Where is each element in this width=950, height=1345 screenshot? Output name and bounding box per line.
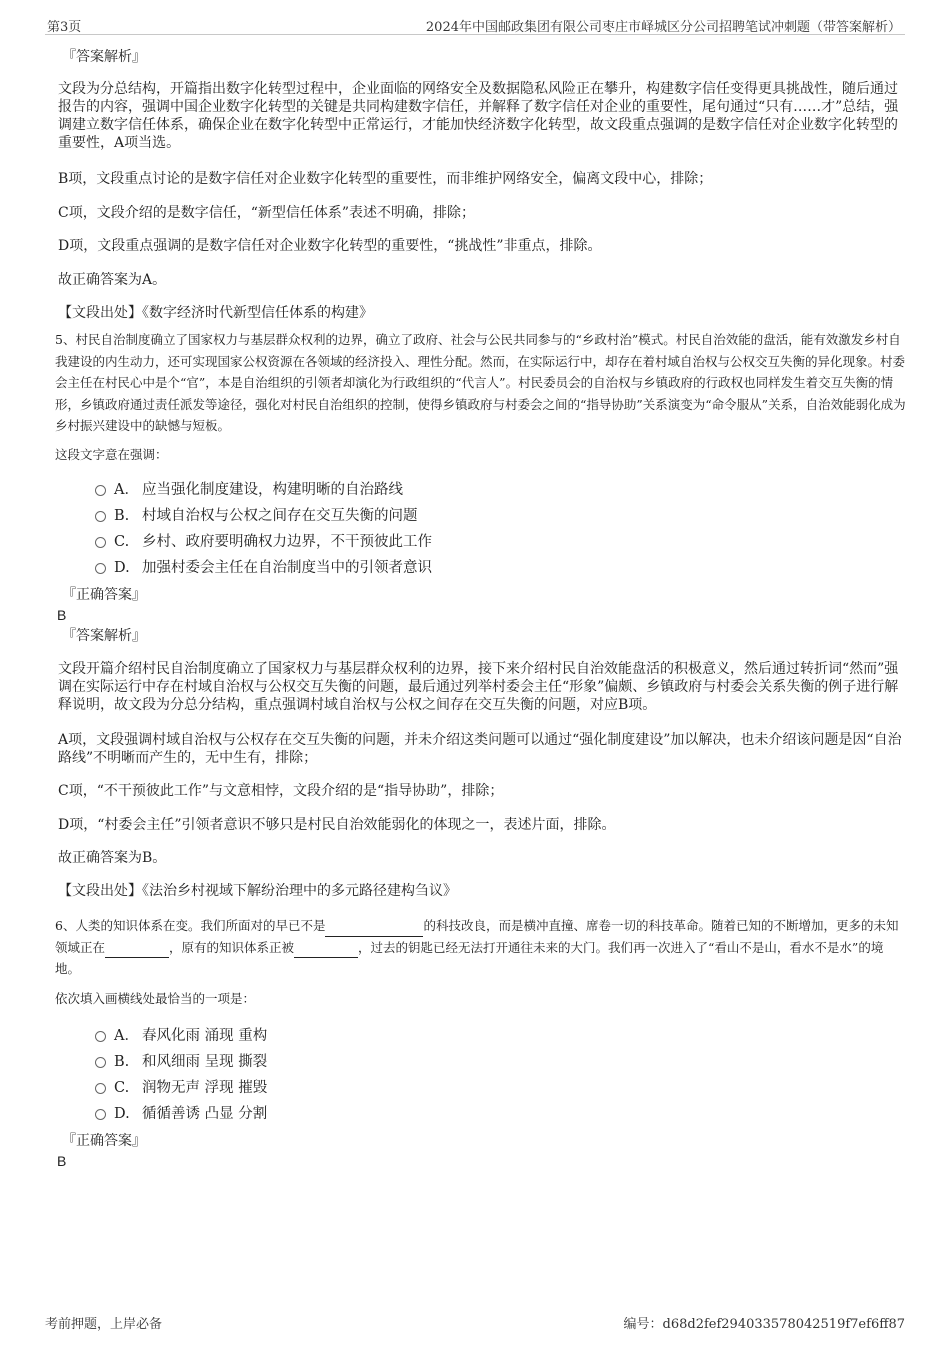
- blank-2: [105, 943, 169, 958]
- radio-icon[interactable]: [95, 485, 106, 496]
- q6-options: [95, 1026, 267, 1130]
- q4-conclusion: 故正确答案为A。: [58, 272, 167, 288]
- q4-source: 【文段出处】《数字经济时代新型信任体系的构建》: [58, 305, 373, 321]
- blank-3: [294, 943, 358, 958]
- q5-source: 【文段出处】《法治乡村视域下解纷治理中的多元路径建构刍议》: [58, 883, 457, 899]
- q4-analysis-c: C项，文段介绍的是数字信任，“新型信任体系”表述不明确，排除；: [58, 205, 476, 221]
- blank-1: [325, 922, 423, 937]
- q4-analysis-b: B项，文段重点讨论的是数字信任对企业数字化转型的重要性，而非维护网络安全，偏离文段中心，排除；: [58, 171, 713, 187]
- q6-stem: 6、人类的知识体系在变。我们所面对的早已不是 的科技改良，而是横冲直撞、席卷一切的科技革命。随着已知的不断增加，更多的未知领域正在 ，原有的知识体系正被 ，过去的钥匙已经无法打开通往未来的大门。我们再一次进入了“看山不是山，看水不是水”的境地。: [55, 918, 899, 976]
- q6-answer-label: 『正确答案』: [62, 1133, 146, 1149]
- radio-icon[interactable]: [95, 511, 106, 522]
- q6-option-d[interactable]: D. 循循善诱 凸显 分割: [95, 1104, 267, 1130]
- q6-option-a[interactable]: A． 春风化雨 涌现 重构: [95, 1026, 267, 1052]
- document-title: 2024年中国邮政集团有限公司枣庄市峄城区分公司招聘笔试冲刺题（带答案解析）: [425, 20, 901, 35]
- page-number: 第3页: [47, 20, 82, 35]
- q5-option-c[interactable]: C. 乡村、政府要明确权力边界，不干预彼此工作: [95, 532, 432, 558]
- q5-options: [95, 480, 432, 584]
- q4-analysis-d: D项，文段重点强调的是数字信任对企业数字化转型的重要性，“挑战性”非重点，排除。: [58, 238, 602, 254]
- q5-prompt: 这段文字意在强调：: [55, 447, 168, 462]
- q4-analysis-paragraph: 文段为分总结构，开篇指出数字化转型过程中，企业面临的网络安全及数据隐私风险正在攀升，构建数字信任变得更具挑战性，随后通过报告的内容，强调中国企业数字化转型的关键是共同构建数字信任，并解释了数字信任对企业的重要性，尾句通过“只有……才”总结，强调建立数字信任体系，确保企业在数字化转型中正常运行，才能加快经济数字化转型，故文段重点强调的是数字信任对企业数字化转型的重要性，A项当选。: [58, 81, 899, 151]
- radio-icon[interactable]: [95, 537, 106, 548]
- page-header: [45, 14, 905, 35]
- q5-analysis-paragraph: 文段开篇介绍村民自治制度确立了国家权力与基层群众权利的边界，接下来介绍村民自治效能盘活的积极意义，然后通过转折词“然而”强调在实际运行中存在村域自治权与公权交互失衡的问题，最后通过列举村委会主任“形象”偏颇、乡镇政府与村委会关系失衡的例子进行解释说明，故文段为分总分结构，重点强调村域自治权与公权之间存在交互失衡的问题，对应B项。: [58, 661, 899, 713]
- radio-icon[interactable]: [95, 1083, 106, 1094]
- q5-analysis-a: A项，文段强调村域自治权与公权存在交互失衡的问题，并未介绍这类问题可以通过“强化制度建设”加以解决，也未介绍该问题是因“自治路线”不明晰而产生的，无中生有，排除；: [58, 732, 902, 766]
- q5-answer-label: 『正确答案』: [62, 587, 146, 603]
- q5-option-b[interactable]: B. 村域自治权与公权之间存在交互失衡的问题: [95, 506, 432, 532]
- q5-stem: 5、村民自治制度确立了国家权力与基层群众权利的边界，确立了政府、社会与公民共同参与的“乡政村治”模式。村民自治效能的盘活，能有效激发乡村自我建设的内生动力，还可实现国家公权资源在各领域的经济投入、理性分配。然而，在实际运行中，却存在着村域自治权与公权交互失衡的异化现象。村委会主任在村民心中是个“官”，本是自治组织的引领者却演化为行政组织的“代言人”。村民委员会的自治权与乡镇政府的行政权也同样发生着交互失衡的情形，乡镇政府通过责任派发等途径，强化对村民自治组织的控制，使得乡镇政府与村委会之间的“指导协助”关系演变为“命令服从”关系，自治效能弱化成为乡村振兴建设中的缺憾与短板。: [55, 332, 906, 433]
- footer-slogan: 考前押题，上岸必备: [45, 1317, 163, 1332]
- radio-icon[interactable]: [95, 1057, 106, 1068]
- radio-icon[interactable]: [95, 563, 106, 574]
- q6-option-b[interactable]: B. 和风细雨 呈现 撕裂: [95, 1052, 267, 1078]
- q5-analysis-label: 『答案解析』: [62, 628, 146, 644]
- q5-option-d[interactable]: D. 加强村委会主任在自治制度当中的引领者意识: [95, 558, 432, 584]
- q5-answer: B: [57, 607, 67, 623]
- document-id: 编号：d68d2fef294033578042519f7ef6ff87: [623, 1317, 905, 1332]
- radio-icon[interactable]: [95, 1109, 106, 1120]
- q6-answer: B: [57, 1153, 67, 1169]
- radio-icon[interactable]: [95, 1031, 106, 1042]
- q5-analysis-c: C项，“不干预彼此工作”与文意相悖，文段介绍的是“指导协助”，排除；: [58, 783, 504, 799]
- q6-prompt: 依次填入画横线处最恰当的一项是：: [55, 991, 256, 1006]
- q5-analysis-d: D项，“村委会主任”引领者意识不够只是村民自治效能弱化的体现之一，表述片面，排除。: [58, 817, 616, 833]
- q5-option-a[interactable]: A． 应当强化制度建设，构建明晰的自治路线: [95, 480, 432, 506]
- q4-analysis-label: 『答案解析』: [62, 49, 146, 65]
- q6-option-c[interactable]: C. 润物无声 浮现 摧毁: [95, 1078, 267, 1104]
- q5-conclusion: 故正确答案为B。: [58, 850, 167, 866]
